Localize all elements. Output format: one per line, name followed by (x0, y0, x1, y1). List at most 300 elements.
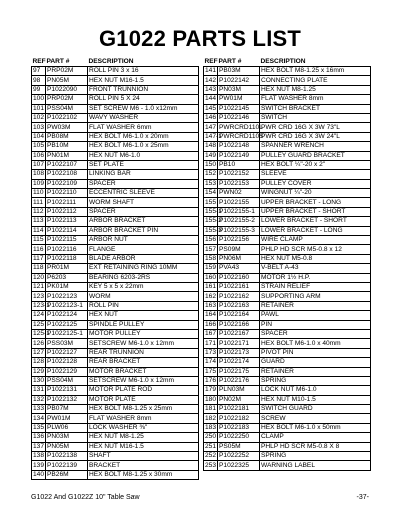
ref-cell: 251 (205, 442, 217, 450)
table-row (204, 395, 371, 404)
part-number-cell: P1022153 (218, 179, 260, 188)
part-number-cell: P1022252 (218, 452, 260, 461)
description-column-header: DESCRIPTION (260, 58, 306, 65)
description-cell: ROLL PIN (88, 301, 199, 310)
ref-cell: 129 (33, 367, 45, 375)
part-number-cell: PB26M (46, 470, 88, 479)
ref-cell: 101 (33, 104, 45, 112)
part-number-cell: PB08M (46, 132, 88, 141)
part-number-cell: PW03M (46, 123, 88, 132)
ref-cell: 102 (33, 114, 45, 122)
ref-cell: 140 (33, 470, 45, 478)
part-number-cell: P1022155-3 (218, 226, 260, 235)
part-number-cell: P1022132 (46, 395, 88, 404)
ref-cell: 180 (205, 395, 217, 403)
part-number-cell: PWN02 (218, 189, 260, 198)
table-row (32, 339, 199, 348)
table-row (204, 67, 371, 76)
part-number-cell: PR01M (46, 264, 88, 273)
table-row (204, 207, 371, 216)
part-number-cell: PN03M (218, 85, 260, 94)
parts-table-left-body (32, 67, 199, 480)
page-number: -37- (356, 494, 369, 501)
ref-cell: 164 (205, 311, 217, 319)
table-row (32, 207, 199, 216)
part-number-cell: P1022176 (218, 376, 260, 385)
description-cell: EXT RETAINING RING 10MM (88, 264, 199, 273)
ref-cell: 175 (205, 367, 217, 375)
table-row (204, 151, 371, 160)
ref-cell: 179 (205, 386, 217, 394)
description-cell: LOCK NUT M6-1.0 (260, 386, 371, 395)
part-number-cell: PB10M (46, 142, 88, 151)
part-number-cell: P1022171 (218, 339, 260, 348)
part-number-cell: PWRCRD110L (219, 123, 263, 131)
part-number-cell: P1022182 (218, 414, 260, 423)
table-row (32, 292, 199, 301)
ref-cell: 131 (33, 386, 45, 394)
description-cell: FLAT WASHER 8mm (88, 414, 199, 423)
part-number-cell: P1022166 (218, 320, 260, 329)
table-row (32, 104, 199, 113)
ref-cell: 253 (205, 461, 217, 469)
part-number-cell: PN05M (46, 442, 88, 451)
ref-column-header: REF (32, 58, 46, 65)
ref-cell: 160 (205, 273, 217, 281)
table-row (32, 320, 199, 329)
description-cell: HEX BOLT M8-1.25 x 30mm (88, 470, 199, 479)
table-row (204, 142, 371, 151)
part-number-cell: PRP02M (46, 95, 88, 104)
part-number-cell: P1022127 (46, 348, 88, 357)
table-row (204, 320, 371, 329)
ref-cell: 103 (33, 123, 45, 131)
ref-cell: 130 (33, 377, 45, 385)
description-cell: FLAT WASHER 6mm (88, 123, 199, 132)
table-row (204, 76, 371, 85)
table-row (204, 264, 371, 273)
table-row (32, 395, 199, 404)
description-cell: HEX NUT M16-1.5 (88, 76, 199, 85)
ref-cell: 125-1 (33, 330, 50, 338)
ref-cell: 161 (205, 283, 217, 291)
ref-cell: 128 (33, 358, 45, 366)
part-number-cell: PK01M (46, 282, 88, 291)
part-number-cell: P1022145 (218, 104, 260, 113)
part-number-cell: PS05M (218, 442, 260, 451)
ref-cell: 150 (205, 161, 217, 169)
table-row (204, 236, 371, 245)
table-row (32, 113, 199, 122)
ref-cell: 109 (33, 179, 45, 187)
description-cell: HEX BOLT M6-1.0 x 50mm (260, 423, 371, 432)
table-row (204, 442, 371, 451)
description-cell: WINGNUT ¼"-20 (260, 189, 371, 198)
table-row (32, 226, 199, 235)
part-number-cell: P1022325 (218, 461, 260, 470)
table-header-row (204, 58, 371, 67)
part-number-cell: P1022112 (46, 207, 88, 216)
table-row (32, 245, 199, 254)
description-cell: WORM SHAFT (88, 198, 199, 207)
description-cell: PIN (260, 320, 371, 329)
table-row (204, 311, 371, 320)
description-cell: SET PLATE (88, 160, 199, 169)
description-cell: PIVOT PIN (260, 348, 371, 357)
part-number-cell: P1022139 (46, 461, 88, 470)
table-row (32, 423, 199, 432)
table-row (32, 348, 199, 357)
ref-cell: 157 (205, 245, 217, 253)
ref-cell: 126 (33, 339, 45, 347)
description-cell: HEX BOLT M6-1.0 x 25mm (88, 142, 199, 151)
ref-cell: 146 (205, 114, 217, 122)
part-number-cell: P6203 (46, 273, 88, 282)
ref-cell: 250 (205, 433, 217, 441)
part-number-cell: P1022102 (46, 113, 88, 122)
part-number-cell: P1022156 (218, 236, 260, 245)
part-number-cell: P1022152 (218, 170, 260, 179)
description-cell: HEX NUT M10-1.5 (260, 395, 371, 404)
ref-cell: 118 (33, 264, 44, 272)
description-cell: REAR TRUNNION (88, 348, 199, 357)
table-row (32, 329, 199, 338)
ref-cell: 115 (33, 236, 44, 244)
table-row (32, 189, 199, 198)
page-title: G1022 PARTS LIST (98, 26, 302, 51)
description-cell: HEX NUT (88, 311, 199, 320)
ref-cell: 152 (205, 170, 217, 178)
ref-cell: 141 (205, 67, 217, 75)
table-row (204, 245, 371, 254)
part-number-cell: PSS04M (46, 376, 88, 385)
ref-cell: 107 (33, 161, 45, 169)
part-number-cell: P1022108 (46, 170, 88, 179)
table-row (204, 170, 371, 179)
part-number-cell: P1022155-1 (218, 207, 260, 216)
part-number-cell: P1022123 (46, 292, 88, 301)
description-cell: MOTOR BRACKET (88, 367, 199, 376)
description-cell: ARBOR BRACKET PIN (88, 226, 199, 235)
part-number-cell: P1022129 (46, 367, 88, 376)
description-cell: HEX BOLT M8-1.25 x 25mm (88, 405, 199, 414)
table-row (32, 236, 199, 245)
table-row (204, 198, 371, 207)
part-number-cell: P1022116 (46, 245, 88, 254)
description-cell: PULLEY COVER (260, 179, 371, 188)
part-number-cell: PB07M (46, 405, 88, 414)
ref-cell: 127 (33, 348, 45, 356)
ref-cell: 98 (32, 76, 46, 85)
ref-cell: 112 (33, 208, 44, 216)
table-row (32, 132, 199, 141)
ref-cell: 162 (205, 292, 217, 300)
part-number-cell: PLW06 (46, 423, 88, 432)
description-cell: BEARING 6203-2RS (88, 273, 199, 282)
ref-cell: 143 (205, 85, 217, 93)
part-number-cell: P1022155 (218, 198, 260, 207)
table-row (204, 301, 371, 310)
description-cell: KEY 5 x 5 x 22mm (88, 282, 199, 291)
description-cell: RETAINER (260, 367, 371, 376)
description-cell: SUPPORTING ARM (260, 292, 371, 301)
description-cell: SLEEVE (260, 170, 371, 179)
part-number-cell: P1022250 (218, 433, 260, 442)
ref-cell: 100 (33, 95, 45, 103)
ref-cell: 99 (32, 85, 46, 94)
part-number-cell: PN01M (46, 151, 88, 160)
part-number-cell: PRP02M (46, 67, 88, 76)
ref-cell: 149 (205, 151, 217, 159)
ref-cell: 145 (205, 104, 217, 112)
description-cell: HEX NUT M8-1.25 (260, 85, 371, 94)
ref-cell: 123-1 (33, 301, 50, 309)
part-number-cell: P1022110 (46, 189, 88, 198)
ref-cell: 137 (33, 442, 45, 450)
table-row (204, 160, 371, 169)
description-cell: SHAFT (88, 452, 199, 461)
ref-cell: 117 (33, 255, 44, 262)
parts-table-right (203, 58, 371, 471)
description-cell: LOCK WASHER ⅜" (88, 423, 199, 432)
ref-cell: 108 (33, 170, 45, 178)
part-number-cell: P1022148 (218, 142, 260, 151)
ref-cell: 142 (205, 76, 217, 84)
ref-cell: 138 (33, 452, 45, 460)
table-header-row (32, 58, 199, 67)
description-cell: SCREW (260, 414, 371, 423)
description-cell: SETSCREW M6-1.0 x 12mm (88, 376, 199, 385)
table-row (204, 226, 371, 235)
table-row (204, 217, 371, 226)
table-row (32, 76, 199, 85)
ref-cell: 156 (205, 236, 217, 244)
ref-cell: 159 (205, 264, 217, 272)
part-number-cell: P1022128 (46, 358, 88, 367)
table-row (32, 170, 199, 179)
part-number-cell: PSS04M (46, 104, 88, 113)
description-cell: SPACER (260, 329, 371, 338)
part-number-cell: P1022161 (218, 282, 260, 291)
ref-cell: 155 (205, 198, 217, 206)
description-cell: BRACKET (88, 461, 199, 470)
description-cell: SWITCH GUARD (260, 405, 371, 414)
ref-cell: 176 (205, 377, 217, 385)
ref-cell: 166 (205, 320, 217, 328)
part-number-cell: P1022167 (218, 329, 260, 338)
table-row (32, 367, 199, 376)
ref-cell: 123 (33, 292, 45, 300)
description-cell: CONNECTING PLATE (260, 76, 371, 85)
description-cell: MOTOR PLATE (88, 395, 199, 404)
table-row (32, 301, 199, 310)
part-number-cell: P1022111 (46, 198, 88, 207)
description-cell: ARBOR BRACKET (88, 217, 199, 226)
table-row (204, 405, 371, 414)
description-cell: SWITCH BRACKET (260, 104, 371, 113)
description-cell: GUARD (260, 358, 371, 367)
part-number-cell: P1022164 (218, 311, 260, 320)
ref-cell: 171 (205, 339, 217, 347)
table-row (204, 358, 371, 367)
ref-cell: 139 (33, 461, 45, 469)
table-row (32, 442, 199, 451)
part-number-cell: P1022183 (218, 423, 260, 432)
description-cell: MOTOR PLATE ROD (88, 386, 199, 395)
part-number-cell: P1022118 (46, 254, 88, 263)
table-row (32, 282, 199, 291)
part-number-cell: P1022160 (218, 273, 260, 282)
ref-cell: 155-2 (205, 217, 222, 225)
part-number-cell: P1022125 (46, 320, 88, 329)
table-row (204, 386, 371, 395)
part-number-cell: P1022113 (46, 217, 88, 226)
ref-cell: 104 (33, 132, 45, 140)
part-number-cell: PLN03M (218, 386, 260, 395)
part-number-cell: P1022109 (46, 179, 88, 188)
ref-cell: 163 (205, 301, 217, 309)
ref-cell: 105 (33, 142, 45, 150)
table-row (204, 113, 371, 122)
table-row (32, 376, 199, 385)
description-cell: RETAINER (260, 301, 371, 310)
table-row (204, 179, 371, 188)
description-cell: WORM (88, 292, 199, 301)
ref-cell: 136 (33, 433, 45, 441)
table-row (204, 104, 371, 113)
part-number-cell: P1022173 (218, 348, 260, 357)
description-cell: MOTOR PULLEY (88, 329, 199, 338)
description-cell: PAWL (260, 311, 371, 320)
part-number-cell: P1022131 (46, 386, 88, 395)
description-cell: ARBOR NUT (88, 236, 199, 245)
table-row (32, 273, 199, 282)
table-row (32, 179, 199, 188)
part-number-cell: PW01M (46, 414, 88, 423)
description-cell: LOWER BRACKET - LONG (260, 226, 371, 235)
ref-cell: 181 (205, 405, 217, 413)
table-row (204, 367, 371, 376)
table-row (32, 67, 199, 76)
table-row (204, 339, 371, 348)
ref-cell: 121 (33, 283, 45, 291)
table-row (204, 376, 371, 385)
part-number-cell: PB03M (218, 67, 260, 76)
ref-cell: 144 (205, 95, 217, 103)
table-row (32, 198, 199, 207)
ref-column-header: REF (204, 58, 218, 65)
table-row (32, 311, 199, 320)
part-number-cell: P1022181 (218, 405, 260, 414)
part-number-cell: P1022175 (218, 367, 260, 376)
ref-cell: 155-1 (205, 208, 222, 216)
part-number-cell: PN05M (46, 76, 88, 85)
table-row (204, 433, 371, 442)
part-number-cell: PSS03M (46, 339, 88, 348)
table-row (204, 273, 371, 282)
description-cell: SWITCH (260, 113, 371, 122)
description-cell: HEX BOLT M6-1.0 x 20mm (88, 132, 199, 141)
description-cell: ROLL PIN 5 X 24 (88, 95, 199, 104)
description-cell: HEX NUT M6-1.0 (88, 151, 199, 160)
ref-cell: 114 (33, 226, 44, 234)
parts-table-left (31, 58, 199, 480)
description-cell: SPRING (260, 376, 371, 385)
table-row (204, 452, 371, 461)
ref-cell: 147 (205, 123, 217, 131)
part-number-cell: PN03M (46, 433, 88, 442)
description-cell: HEX BOLT M6-1.0 x 40mm (260, 339, 371, 348)
part-column-header: PART # (218, 58, 242, 65)
table-row (32, 433, 199, 442)
part-number-cell: P1022162 (218, 292, 260, 301)
part-number-cell: P1022146 (218, 113, 260, 122)
ref-cell: 174 (205, 358, 217, 366)
table-row (32, 142, 199, 151)
ref-cell: 97 (32, 67, 46, 76)
description-cell: SETSCREW M6-1.0 x 12mm (88, 339, 199, 348)
table-row (204, 414, 371, 423)
table-row (204, 254, 371, 263)
ref-cell: 132 (33, 395, 45, 403)
ref-cell: 173 (205, 348, 217, 356)
description-cell: FLAT WASHER 8mm (260, 95, 371, 104)
table-row (204, 348, 371, 357)
description-cell: REAR BRACKET (88, 358, 199, 367)
table-row (204, 189, 371, 198)
table-row (204, 95, 371, 104)
description-cell: SET SCREW M6 - 1.0 x12mm (88, 104, 199, 113)
table-row (32, 264, 199, 273)
description-cell: HEX NUT M8-1.25 (88, 433, 199, 442)
part-number-cell: P1022174 (218, 358, 260, 367)
table-row (32, 405, 199, 414)
ref-cell: 158 (205, 255, 217, 262)
table-row (32, 254, 199, 263)
part-number-cell: PVA43 (218, 264, 260, 273)
description-cell: WAVY WASHER (88, 113, 199, 122)
part-number-cell: P1022155-2 (218, 217, 260, 226)
part-number-cell: PW01M (218, 95, 260, 104)
parts-table-right-body (204, 67, 371, 471)
table-row (204, 461, 371, 470)
table-row (32, 217, 199, 226)
description-cell: MOTOR 1½ H.P. (260, 273, 371, 282)
description-cell: HEX NUT M16-1.5 (88, 442, 199, 451)
part-number-cell: P1022114 (46, 226, 88, 235)
description-cell: ROLL PIN 3 x 16 (88, 67, 199, 76)
ref-cell: 135 (33, 424, 45, 432)
description-cell: PWR CRD 16G X 3W 73"L (260, 123, 371, 132)
part-number-cell: PB10 (218, 160, 260, 169)
description-cell: LOWER BRACKET - SHORT (260, 217, 371, 226)
table-row (32, 85, 199, 94)
ref-cell: 147-1 (205, 132, 222, 140)
ref-cell: 125 (33, 320, 45, 328)
description-cell: UPPER BRACKET - SHORT (260, 207, 371, 216)
description-cell: WARNING LABEL (260, 461, 371, 470)
part-column-header: PART # (46, 58, 70, 65)
ref-cell: 155-3 (205, 226, 222, 234)
part-number-cell: P1022138 (46, 452, 88, 461)
table-row (32, 95, 199, 104)
footer-title: G1022 And G1022Z 10" Table Saw (31, 494, 140, 501)
ref-cell: 116 (33, 245, 44, 253)
description-cell: FRONT TRUNNION (88, 85, 199, 94)
table-row (204, 329, 371, 338)
ref-cell: 252 (205, 452, 217, 460)
description-cell: STRAIN RELIEF (260, 282, 371, 291)
